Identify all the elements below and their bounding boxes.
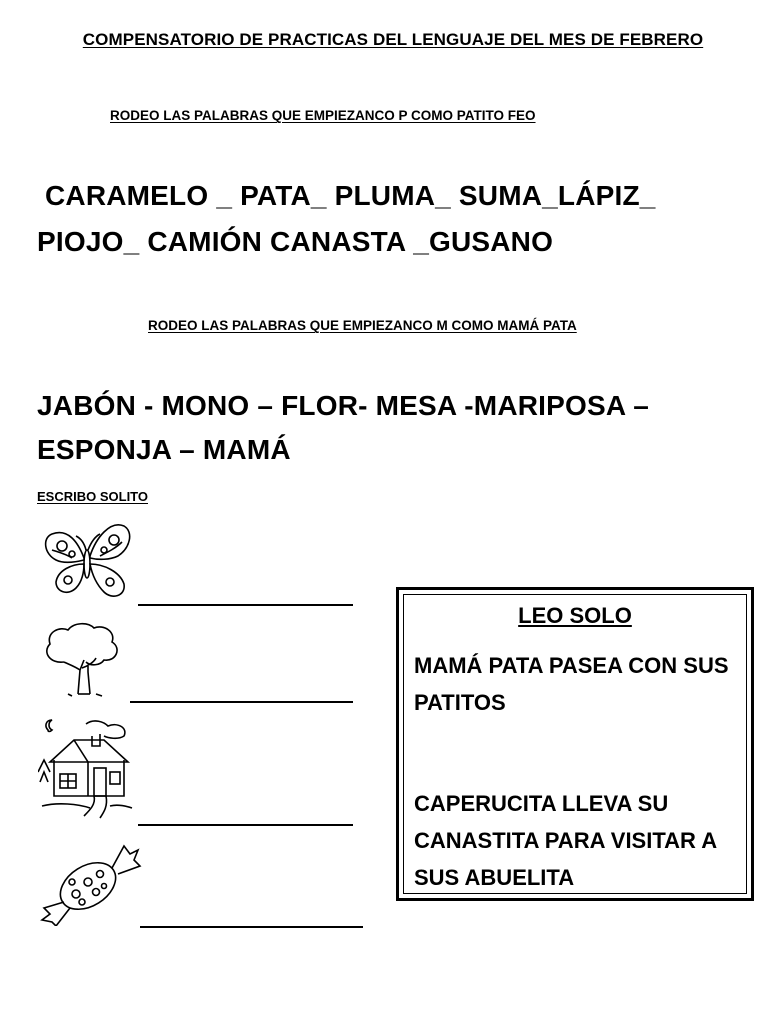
tree-icon [38,622,128,702]
reading-box-inner [403,594,747,894]
write-line-3[interactable] [138,824,353,826]
reading-paragraph-1: MAMÁ PATA PASEA CON SUS PATITOS [414,653,729,715]
write-line-1[interactable] [138,604,353,606]
instruction-m: RODEO LAS PALABRAS QUE EMPIEZANCO M COMO MAMÁ PATA [148,318,577,333]
house-icon [38,716,134,820]
write-line-4[interactable] [140,926,363,928]
reading-box-title: LEO SOLO [518,603,632,628]
word-line-m1: JABÓN - MONO – FLOR- MESA -MARIPOSA – [37,390,650,421]
write-line-2[interactable] [130,701,353,703]
escribo-heading: ESCRIBO SOLITO [37,489,148,504]
reading-paragraph-2: CAPERUCITA LLEVA SU CANASTITA PARA VISITAR A SUS ABUELITA [414,791,717,890]
candy-icon [38,842,142,926]
word-line-m2: ESPONJA – MAMÁ [37,434,291,465]
page-title: COMPENSATORIO DE PRACTICAS DEL LENGUAJE DEL MES DE FEBRERO [82,30,704,49]
butterfly-icon [38,520,134,604]
word-line-p2: PIOJO_ CAMIÓN CANASTA _GUSANO [37,226,554,257]
word-line-p1: CARAMELO _ PATA_ PLUMA_ SUMA_LÁPIZ_ [37,180,656,211]
reading-box [396,587,754,901]
instruction-p: RODEO LAS PALABRAS QUE EMPIEZANCO P COMO PATITO FEO [110,108,536,123]
